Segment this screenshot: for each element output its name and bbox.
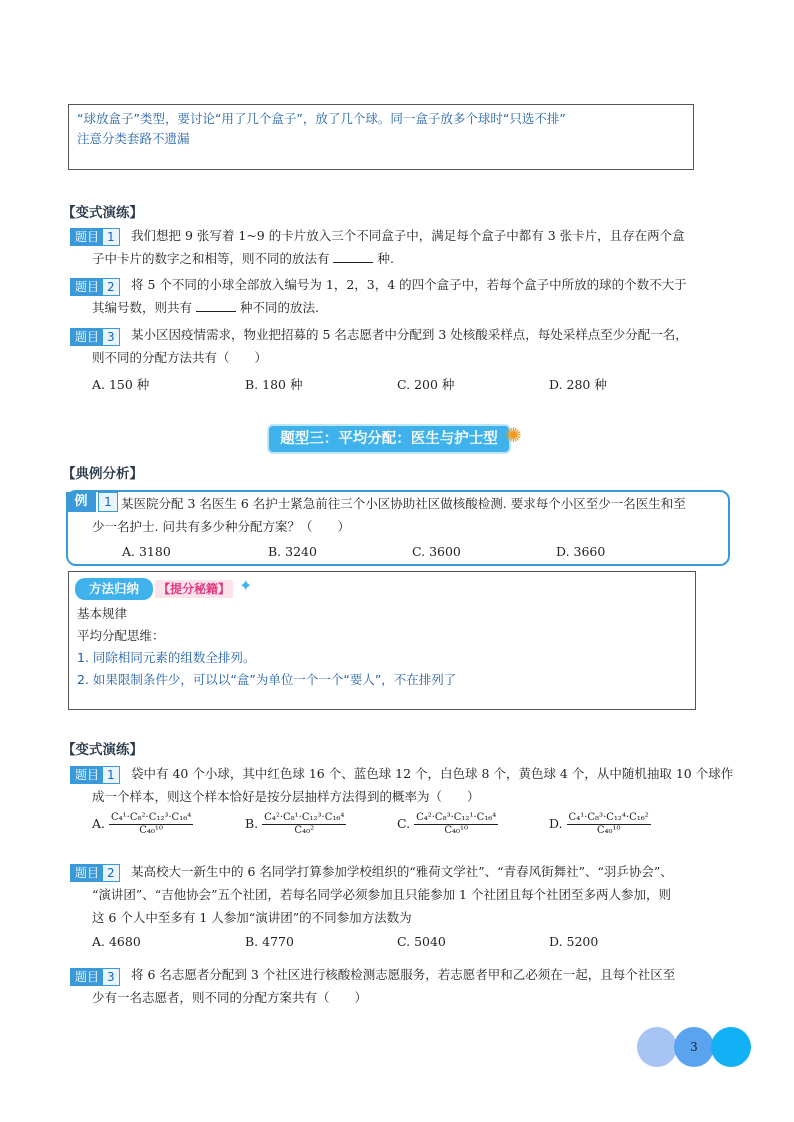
variant-2-option-a: A. 4680 <box>92 934 141 949</box>
question-tag-number: 3 <box>107 969 115 984</box>
question-tag-word: 题目 <box>71 865 103 881</box>
variant-3-line-1: 将 6 名志愿者分配到 3 个社区进行核酸检测志愿服务，若志愿者甲和乙必须在一起，且每个社区至 <box>131 967 676 982</box>
question-1-line-1: 我们想把 9 张写着 1~9 的卡片放入三个不同盒子中，满足每个盒子中都有 3 张卡片，且存在两个盒 <box>131 228 685 243</box>
variant-2-option-b: B. 4770 <box>245 934 294 949</box>
variant-1-option-a <box>92 812 193 837</box>
method-badge: 方法归纳 <box>75 578 153 600</box>
option-c: C. 200 种 <box>397 377 455 392</box>
fraction <box>109 812 193 837</box>
fraction <box>262 812 346 837</box>
option-label: C. <box>397 816 411 831</box>
option-d: D. 280 种 <box>549 377 607 392</box>
question-1-text-a: 子中卡片的数字之和相等，则不同的放法有 <box>92 251 334 266</box>
answer-blank <box>333 250 373 263</box>
variant-1-option-b <box>245 812 346 837</box>
example-number: 1 <box>98 492 118 512</box>
option-label: D. <box>549 816 563 831</box>
variant-2-line-3: 这 6 个人中至多有 1 人参加“演讲团”的不同参加方法数为 <box>92 910 412 925</box>
section-heading-variants-1: 【变式演练】 <box>62 205 143 221</box>
flower-icon: ✺ <box>505 423 522 447</box>
option-a: A. 150 种 <box>92 377 150 392</box>
method-line-3: 1. 同除相同元素的组数全排列。 <box>77 650 256 665</box>
question-2-text-b: 种不同的放法. <box>235 300 319 315</box>
fraction <box>414 812 498 837</box>
tip-line-2: 注意分类套路不遗漏 <box>77 131 190 146</box>
example-option-d: D. 3660 <box>556 544 606 559</box>
option-b: B. 180 种 <box>245 377 303 392</box>
fraction-numerator: C₄²·C₈³·C₁₂¹·C₁₆⁴ <box>416 812 497 823</box>
question-1-text-b: 种. <box>373 251 394 266</box>
method-box <box>68 571 696 710</box>
question-2-text-a: 其编号数，则共有 <box>92 300 196 315</box>
question-tag-word: 题目 <box>71 329 103 345</box>
variant-1-option-c <box>397 812 498 837</box>
example-option-a: A. 3180 <box>122 544 171 559</box>
option-label: A. <box>92 816 106 831</box>
variant-2-option-d: D. 5200 <box>549 934 599 949</box>
fraction-denominator: C₄₀¹⁰ <box>596 825 621 836</box>
variant-3-line-2: 少有一名志愿者，则不同的分配方案共有（ ） <box>92 990 368 1005</box>
fraction-denominator: C₄₀² <box>294 825 315 836</box>
question-tag-2 <box>70 276 120 296</box>
variant-1-line-2: 成一个样本，则这个样本恰好是按分层抽样方法得到的概率为（ ） <box>92 789 480 804</box>
question-tag-word: 题目 <box>71 969 103 985</box>
question-1-line-2 <box>92 247 394 270</box>
question-tag-number: 1 <box>107 229 115 244</box>
method-line-2: 平均分配思维： <box>77 628 165 643</box>
question-tag-number: 2 <box>107 865 115 880</box>
variant-1-line-1: 袋中有 40 个小球，其中红色球 16 个、蓝色球 12 个，白色球 8 个，黄色球 4 个，从中随机抽取 10 个球作 <box>131 766 734 781</box>
sparkle-icon: ✦ <box>239 576 253 595</box>
section-banner <box>267 424 511 454</box>
page-number: 3 <box>674 1027 714 1067</box>
variant-2-option-c: C. 5040 <box>397 934 446 949</box>
page-circle-right <box>711 1027 751 1067</box>
section-heading-variants-2: 【变式演练】 <box>62 742 143 758</box>
question-tag-v1 <box>70 764 120 784</box>
example-option-c: C. 3600 <box>412 544 461 559</box>
fraction-numerator: C₄¹·C₈³·C₁₂⁴·C₁₆² <box>568 812 649 823</box>
example-tag: 例 <box>66 492 96 512</box>
question-tag-3 <box>70 326 120 346</box>
tip-box <box>68 104 694 170</box>
question-tag-v2 <box>70 862 120 882</box>
option-label: B. <box>245 816 259 831</box>
page-circle-left <box>637 1027 677 1067</box>
question-tag-word: 题目 <box>71 229 103 245</box>
fraction <box>567 812 651 837</box>
question-3-line-1: 某小区因疫情需求，物业把招募的 5 名志愿者中分配到 3 处核酸采样点，每处采样点至少分配一名， <box>131 327 688 342</box>
fraction-denominator: C₄₀¹⁰ <box>444 825 469 836</box>
question-tag-word: 题目 <box>71 767 103 783</box>
variant-2-line-1: 某高校大一新生中的 6 名同学打算参加学校组织的“雅荷文学社”、“青春风街舞社”、“羽乒协会”、 <box>131 864 673 879</box>
fraction-denominator: C₄₀¹⁰ <box>139 825 163 836</box>
method-line-4: 2. 如果限制条件少，可以以“盒”为单位一个一个“要人”，不在排列了 <box>77 672 457 687</box>
banner-title: 题型三：平均分配：医生与护士型 <box>280 431 498 447</box>
question-tag-word: 题目 <box>71 279 103 295</box>
variant-2-line-2: “演讲团”、“吉他协会”五个社团，若每名同学必须参加且只能参加 1 个社团且每个社团至多两人参加，则 <box>92 887 671 902</box>
question-tag-number: 2 <box>107 279 115 294</box>
example-line-2: 少一名护士. 问共有多少种分配方案？（ ） <box>92 519 350 534</box>
question-3-line-2: 则不同的分配方法共有（ ） <box>92 350 268 365</box>
question-2-line-2 <box>92 296 319 319</box>
fraction-numerator: C₄²·C₈¹·C₁₂³·C₁₆⁴ <box>264 812 345 823</box>
question-2-line-1: 将 5 个不同的小球全部放入编号为 1，2，3，4 的四个盒子中，若每个盒子中所放的球的个数不大于 <box>131 277 687 292</box>
example-line-1: 某医院分配 3 名医生 6 名护士紧急前往三个小区协助社区做核酸检测. 要求每个小区至少一名医生和至 <box>121 496 686 511</box>
answer-blank <box>196 299 236 312</box>
method-badge-secondary: 【提分秘籍】 <box>155 580 233 598</box>
fraction-numerator: C₄¹·C₈²·C₁₂³·C₁₆⁴ <box>111 812 192 823</box>
question-tag-number: 3 <box>107 329 115 344</box>
example-option-b: B. 3240 <box>268 544 317 559</box>
tip-line-1: “球放盒子”类型，要讨论“用了几个盒子”，放了几个球。同一盒子放多个球时“只选不排” <box>77 111 566 126</box>
question-tag-v3 <box>70 966 120 986</box>
question-tag-1 <box>70 226 120 246</box>
section-heading-examples: 【典例分析】 <box>62 466 143 482</box>
method-line-1: 基本规律 <box>77 606 128 621</box>
variant-1-option-d <box>549 812 651 837</box>
question-tag-number: 1 <box>107 767 115 782</box>
